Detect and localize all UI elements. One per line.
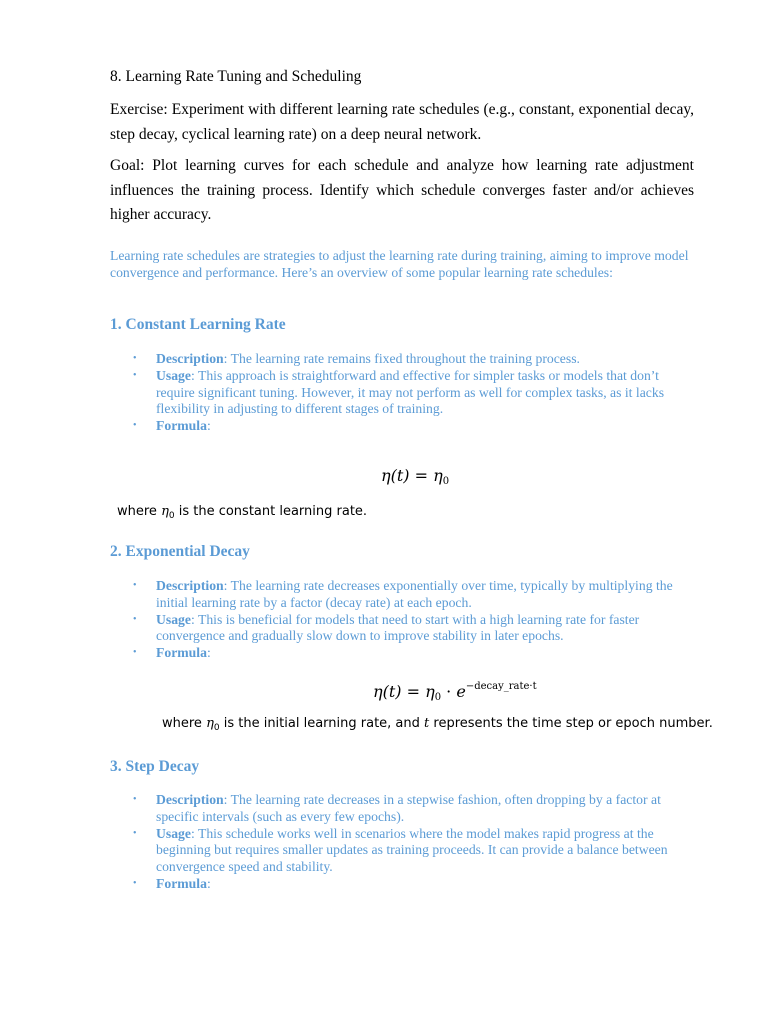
formula-dot: · [446, 682, 452, 701]
where-pre: where [162, 716, 207, 731]
formula-rhs: η [433, 466, 443, 485]
bullet-icon: • [133, 877, 137, 889]
formula-rhs-sub: 0 [434, 692, 442, 703]
formula-exponential [373, 677, 537, 708]
where-symbol-sub: 0 [168, 511, 175, 521]
item-text: : This schedule works well in scenarios where the model makes rapid progress at the beginning but requires smaller updates as training proceeds. It can provide a balance between convergence speed and stability. [156, 825, 668, 875]
bullet-icon: • [133, 613, 137, 625]
page-title: 8. Learning Rate Tuning and Scheduling [110, 68, 362, 85]
list-item [133, 875, 696, 893]
item-label: Formula [156, 875, 207, 891]
bullet-list-exponential [133, 578, 696, 662]
list-item [133, 792, 696, 826]
formula-base: e [456, 682, 466, 701]
formula-equals: = [406, 682, 420, 701]
where-symbol-sub: 0 [213, 723, 220, 733]
formula-exponent: −decay_rate·t [465, 681, 537, 692]
section-heading-step: 3. Step Decay [110, 758, 200, 775]
item-text: : The learning rate remains fixed throughout the training process. [223, 351, 580, 366]
section-heading-constant: 1. Constant Learning Rate [110, 316, 286, 333]
goal-paragraph: Goal: Plot learning curves for each schedule and analyze how learning rate adjustment influences the training process. Identify which schedule converges faster and/or achieves higher accuracy. [110, 157, 694, 223]
where-note-exponential [162, 715, 713, 737]
bullet-icon: • [133, 420, 137, 432]
list-item [133, 367, 696, 418]
item-label: Description [156, 792, 224, 807]
list-item [133, 418, 696, 435]
list-item [133, 351, 696, 368]
item-label: Description [156, 351, 224, 366]
item-text: : This is beneficial for models that need to start with a high learning rate for faster convergence and gradually slow down to improve stability in later epochs. [156, 611, 640, 644]
item-label: Usage [156, 367, 191, 383]
item-text: : [206, 645, 211, 661]
item-label: Usage [156, 611, 191, 627]
where-post: represents the time step or epoch number. [429, 716, 713, 731]
intro-paragraph: Learning rate schedules are strategies to adjust the learning rate during training, aiming to improve model convergence and performance. Here’s an overview of some popular learning rate schedules: [110, 248, 689, 280]
bullet-list-step [133, 792, 696, 893]
list-item [133, 611, 696, 646]
where-note-constant [117, 503, 367, 525]
bullet-icon: • [133, 794, 137, 805]
item-label: Description [156, 578, 224, 593]
exercise-paragraph: Exercise: Experiment with different learning rate schedules (e.g., constant, exponential decay, step decay, cyclical learning rate) on a deep neural network. [110, 101, 694, 143]
bullet-list-constant [133, 351, 696, 435]
where-symbol: η [206, 716, 214, 731]
list-item [133, 645, 696, 662]
formula-rhs: η [425, 682, 435, 701]
where-post: is the constant learning rate. [174, 504, 368, 519]
formula-equals: = [414, 466, 428, 485]
bullet-icon: • [133, 827, 137, 839]
item-text: : This approach is straightforward and effective for simpler tasks or models that don’t require significant tuning. However, it may not perform as well for complex tasks, as it lacks flexibility in adjusting to different stages of training. [156, 367, 665, 417]
item-label: Usage [156, 825, 191, 841]
where-mid: is the initial learning rate, and [219, 716, 425, 731]
bullet-icon: • [133, 647, 137, 659]
list-item [133, 578, 696, 612]
section-heading-exponential: 2. Exponential Decay [110, 543, 250, 560]
bullet-icon: • [133, 369, 137, 381]
formula-rhs-sub: 0 [442, 476, 450, 487]
item-text: : The learning rate decreases exponentially over time, typically by multiplying the initial learning rate by a factor (decay rate) at each epoch. [156, 578, 673, 610]
item-text: : [206, 875, 211, 891]
formula-lhs: η(t) [381, 466, 410, 485]
formula-constant [381, 466, 449, 492]
list-item [133, 825, 696, 876]
where-symbol: η [161, 504, 169, 519]
item-text: : The learning rate decreases in a stepwise fashion, often dropping by a factor at specific intervals (such as every few epochs). [156, 792, 661, 824]
where-variable: t [424, 716, 430, 731]
bullet-icon: • [133, 580, 137, 591]
item-text: : [206, 418, 211, 434]
bullet-icon: • [133, 353, 137, 364]
item-label: Formula [156, 418, 207, 434]
item-label: Formula [156, 645, 207, 661]
where-pre: where [117, 504, 162, 519]
formula-lhs: η(t) [373, 682, 402, 701]
